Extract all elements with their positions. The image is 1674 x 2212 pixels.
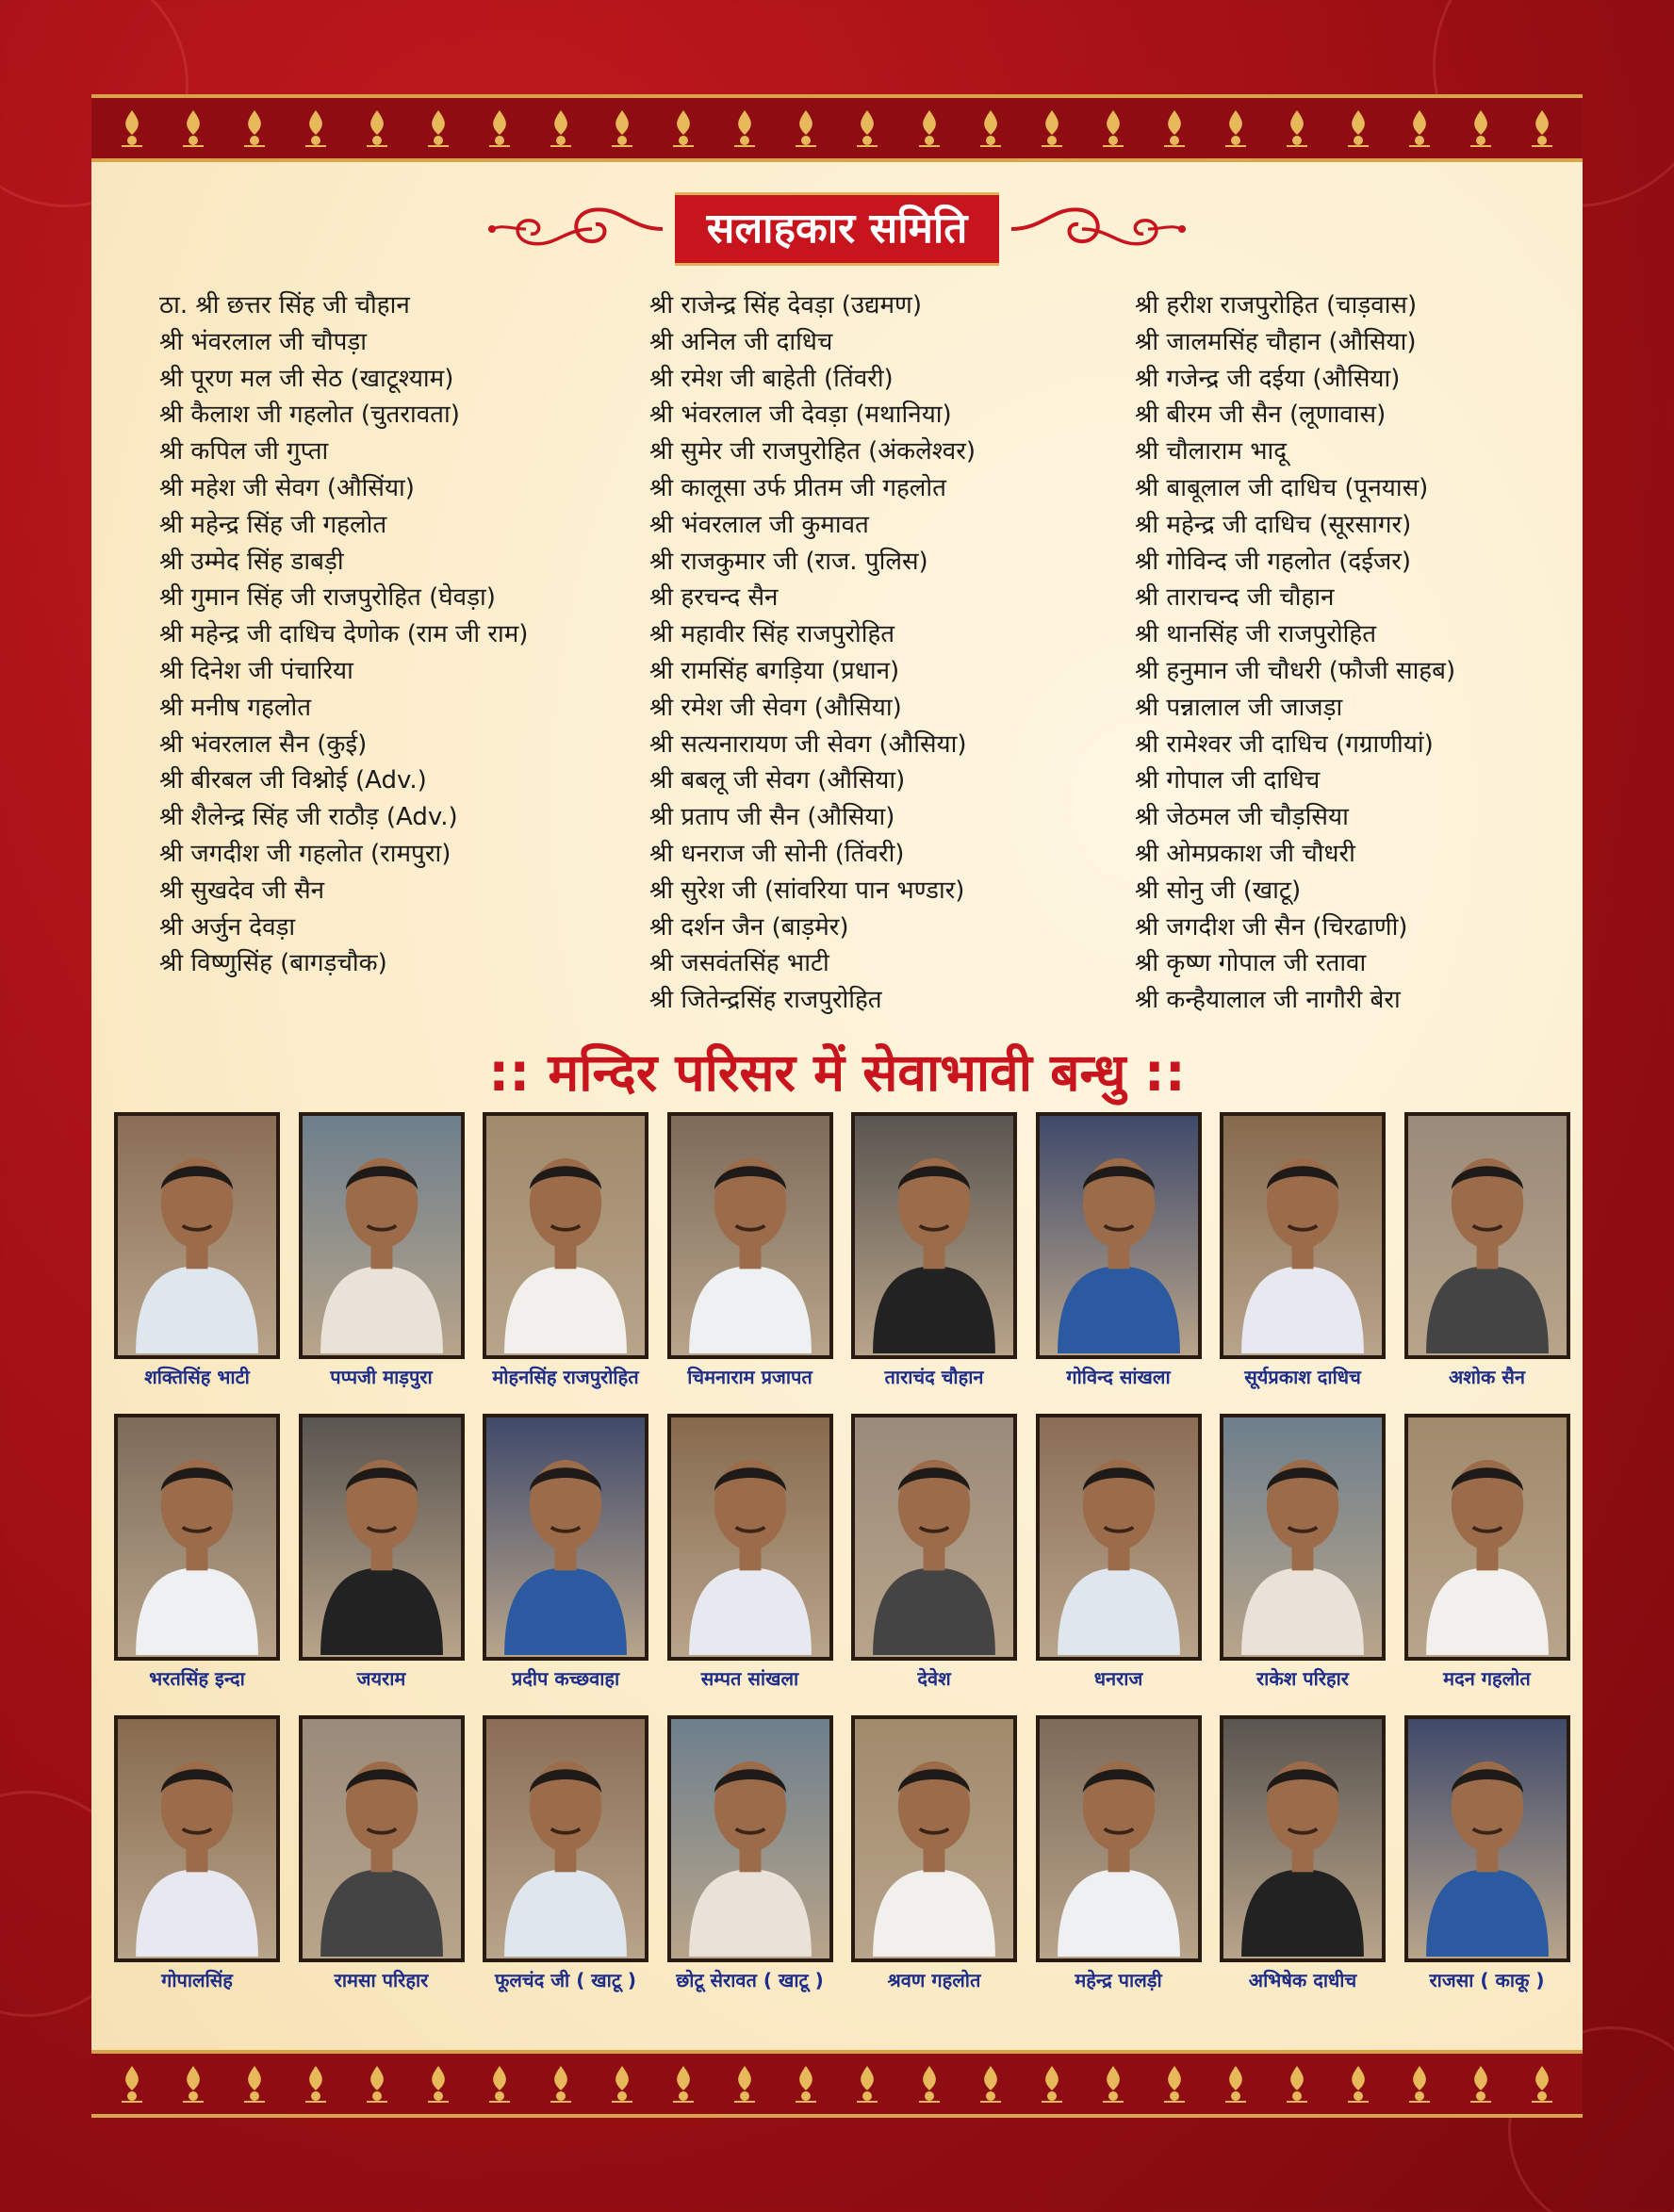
- advisory-member-name: श्री दर्शन जैन (बाड़मेर): [649, 912, 849, 942]
- advisory-member-name: श्री कालूसा उर्फ प्रीतम जी गहलोत: [649, 473, 946, 502]
- volunteer-card: [1404, 1414, 1570, 1693]
- ornament-motif-icon: [424, 2064, 452, 2104]
- volunteer-card: [483, 1715, 648, 1994]
- volunteer-name: सम्पत सांखला: [700, 1667, 799, 1690]
- advisory-member-name: श्री भंवरलाल सैन (कुई): [159, 729, 368, 759]
- person-silhouette-icon: [1223, 1417, 1382, 1657]
- title-banner: [91, 191, 1583, 267]
- volunteer-photo: [299, 1414, 465, 1661]
- advisory-member-name: श्री प्रताप जी सैन (औसिया): [649, 803, 895, 832]
- ornamental-border-top: [91, 94, 1583, 162]
- volunteer-photo: [1036, 1414, 1202, 1661]
- volunteer-photo: [483, 1414, 648, 1661]
- volunteer-photo: [1220, 1414, 1386, 1661]
- ornament-motif-icon: [363, 108, 391, 148]
- ornament-motif-icon: [1160, 108, 1189, 148]
- advisory-member-name: श्री बबलू जी सेवग (औसिया): [649, 766, 906, 795]
- volunteer-photo: [667, 1414, 833, 1661]
- person-silhouette-icon: [118, 1719, 276, 1958]
- ornament-motif-icon: [1099, 2064, 1127, 2104]
- advisory-member-name: श्री थानसिंह जी राजपुरोहित: [1135, 620, 1377, 649]
- volunteer-photo: [667, 1112, 833, 1359]
- ornament-motif-icon: [547, 2064, 575, 2104]
- volunteer-name: देवेश: [917, 1667, 951, 1690]
- advisory-member-name: श्री कन्हैयालाल जी नागौरी बेरा: [1135, 986, 1401, 1015]
- advisory-member-name: श्री उम्मेद सिंह डाबड़ी: [159, 547, 344, 576]
- left-flourish-icon: [488, 196, 667, 262]
- ornament-motif-icon: [1344, 108, 1372, 148]
- person-silhouette-icon: [1408, 1417, 1567, 1657]
- advisory-member-name: श्री हरचन्द सैन: [649, 583, 779, 613]
- advisory-member-name: श्री गोविन्द जी गहलोत (दईजर): [1135, 547, 1412, 576]
- volunteer-card: [483, 1414, 648, 1693]
- volunteer-name: पप्पजी माड़पुरा: [330, 1366, 433, 1388]
- volunteer-name: गोविन्द सांखला: [1066, 1366, 1171, 1388]
- advisory-member-name: श्री बाबूलाल जी दाधिच (पूनयास): [1135, 473, 1429, 502]
- page-title: सलाहकार समिति: [675, 192, 1000, 266]
- ornamental-border-bottom: [91, 2050, 1583, 2118]
- ornament-motif-icon: [179, 2064, 207, 2104]
- volunteer-name: प्रदीप कच्छवाहा: [511, 1667, 620, 1690]
- advisory-member-name: श्री अनिल जी दाधिच: [649, 327, 833, 356]
- ornament-motif-icon: [1038, 2064, 1066, 2104]
- volunteer-photo: [114, 1112, 280, 1359]
- volunteer-card: [1220, 1715, 1386, 1994]
- volunteer-card: [1220, 1112, 1386, 1391]
- ornament-motif-icon: [118, 108, 146, 148]
- ornament-motif-icon: [915, 2064, 944, 2104]
- volunteer-card: [114, 1414, 280, 1693]
- advisory-member-name: श्री रामसिंह बगड़िया (प्रधान): [649, 656, 900, 685]
- ornament-motif-icon: [1467, 108, 1495, 148]
- advisory-member-name: श्री गजेन्द्र जी दईया (औसिया): [1135, 364, 1401, 393]
- ornament-motif-icon: [1099, 108, 1127, 148]
- advisory-member-name: श्री दिनेश जी पंचारिया: [159, 656, 353, 685]
- volunteer-card: [1404, 1112, 1570, 1391]
- ornament-motif-icon: [1283, 2064, 1311, 2104]
- ornament-motif-icon: [730, 2064, 759, 2104]
- ornament-motif-icon: [853, 2064, 881, 2104]
- volunteer-card: [114, 1112, 280, 1391]
- person-silhouette-icon: [118, 1417, 276, 1657]
- ornament-motif-icon: [485, 2064, 514, 2104]
- volunteer-card: [667, 1112, 833, 1391]
- person-silhouette-icon: [486, 1417, 645, 1657]
- advisory-member-name: श्री पूरण मल जी सेठ (खाटूश्याम): [159, 364, 454, 393]
- advisory-column-3: [1135, 287, 1455, 1019]
- ornament-motif-icon: [608, 2064, 636, 2104]
- volunteer-name: सूर्यप्रकाश दाधिच: [1244, 1366, 1361, 1388]
- volunteer-card: [851, 1112, 1017, 1391]
- ornament-motif-icon: [547, 108, 575, 148]
- person-silhouette-icon: [1408, 1116, 1567, 1355]
- advisory-member-name: श्री गोपाल जी दाधिच: [1135, 766, 1321, 795]
- advisory-member-name: श्री गुमान सिंह जी राजपुरोहित (घेवड़ा): [159, 583, 496, 613]
- volunteer-name: महेन्द्र पालड़ी: [1075, 1969, 1162, 1991]
- volunteer-card: [1036, 1112, 1202, 1391]
- ornament-motif-icon: [118, 2064, 146, 2104]
- volunteer-card: [667, 1414, 833, 1693]
- content-panel: [91, 94, 1583, 2118]
- volunteer-card: [851, 1414, 1017, 1693]
- volunteer-card: [299, 1414, 465, 1693]
- advisory-member-name: श्री महावीर सिंह राजपुरोहित: [649, 620, 895, 649]
- advisory-member-name: श्री रमेश जी बाहेती (तिंवरी): [649, 364, 894, 393]
- person-silhouette-icon: [303, 1719, 461, 1958]
- advisory-member-name: श्री जगदीश जी गहलोत (रामपुरा): [159, 839, 451, 868]
- ornament-motif-icon: [1405, 108, 1434, 148]
- volunteer-name: चिमनाराम प्रजापत: [687, 1366, 812, 1388]
- advisory-member-name: श्री चौलाराम भादू: [1135, 437, 1288, 467]
- volunteer-card: [1036, 1715, 1202, 1994]
- advisory-member-name: श्री सुमेर जी राजपुरोहित (अंकलेश्वर): [649, 437, 976, 467]
- advisory-member-name: श्री हरीश राजपुरोहित (चाड़वास): [1135, 291, 1418, 320]
- volunteer-photo: [114, 1715, 280, 1962]
- ornament-motif-icon: [302, 108, 330, 148]
- ornament-motif-icon: [669, 2064, 698, 2104]
- volunteer-photo: [1404, 1112, 1570, 1359]
- volunteer-photo: [1036, 1112, 1202, 1359]
- volunteer-card: [299, 1112, 465, 1391]
- volunteer-name: शक्तिसिंह भाटी: [144, 1366, 250, 1388]
- advisory-member-name: श्री बीरम जी सैन (लूणावास): [1135, 401, 1387, 430]
- volunteer-card: [299, 1715, 465, 1994]
- ornament-motif-icon: [730, 108, 759, 148]
- volunteer-card: [1036, 1414, 1202, 1693]
- ornament-motif-icon: [240, 2064, 269, 2104]
- advisory-member-name: श्री सुरेश जी (सांवरिया पान भण्डार): [649, 876, 965, 905]
- volunteer-photo: [667, 1715, 833, 1962]
- person-silhouette-icon: [486, 1719, 645, 1958]
- volunteer-photo: [1404, 1414, 1570, 1661]
- advisory-member-name: श्री शैलेन्द्र सिंह जी राठौड़ (Adv.): [159, 803, 458, 832]
- volunteer-name: धनराज: [1093, 1667, 1143, 1690]
- volunteer-photo: [483, 1112, 648, 1359]
- advisory-member-name: श्री ओमप्रकाश जी चौधरी: [1135, 839, 1355, 868]
- volunteer-photo: [851, 1715, 1017, 1962]
- person-silhouette-icon: [486, 1116, 645, 1355]
- advisory-member-name: श्री पन्नालाल जी जाजड़ा: [1135, 693, 1343, 722]
- volunteer-name: ताराचंद चौहान: [884, 1366, 984, 1388]
- person-silhouette-icon: [303, 1116, 461, 1355]
- person-silhouette-icon: [671, 1417, 829, 1657]
- person-silhouette-icon: [1040, 1417, 1198, 1657]
- ornament-motif-icon: [792, 2064, 820, 2104]
- volunteers-heading: :: मन्दिर परिसर में सेवाभावी बन्धु ::: [488, 1042, 1186, 1103]
- advisory-member-name: श्री रमेश जी सेवग (औसिया): [649, 693, 902, 722]
- person-silhouette-icon: [1040, 1719, 1198, 1958]
- advisory-member-name: श्री सुखदेव जी सैन: [159, 876, 325, 905]
- volunteer-name: अभिषेक दाधीच: [1248, 1969, 1357, 1991]
- person-silhouette-icon: [1223, 1116, 1382, 1355]
- advisory-member-name: श्री अर्जुन देवड़ा: [159, 912, 296, 942]
- person-silhouette-icon: [671, 1719, 829, 1958]
- ornament-motif-icon: [1222, 108, 1250, 148]
- volunteer-photo: [1036, 1715, 1202, 1962]
- ornament-motif-icon: [363, 2064, 391, 2104]
- advisory-member-name: श्री रामेश्वर जी दाधिच (गग्राणीयां): [1135, 729, 1434, 759]
- advisory-member-name: श्री हनुमान जी चौधरी (फौजी साहब): [1135, 656, 1456, 685]
- advisory-member-name: श्री जेठमल जी चौड़सिया: [1135, 803, 1349, 832]
- volunteer-card: [1220, 1414, 1386, 1693]
- advisory-member-name: श्री राजेन्द्र सिंह देवड़ा (उद्यमण): [649, 291, 922, 320]
- volunteer-photo: [851, 1414, 1017, 1661]
- ornament-motif-icon: [1405, 2064, 1434, 2104]
- advisory-member-name: ठा. श्री छत्तर सिंह जी चौहान: [159, 291, 410, 320]
- volunteer-photo: [851, 1112, 1017, 1359]
- volunteer-name: मोहनसिंह राजपुरोहित: [492, 1366, 639, 1388]
- ornament-motif-icon: [1528, 108, 1556, 148]
- advisory-member-name: श्री धनराज जी सोनी (तिंवरी): [649, 839, 905, 868]
- volunteer-photo: [299, 1715, 465, 1962]
- person-silhouette-icon: [671, 1116, 829, 1355]
- advisory-member-name: श्री सोनु जी (खाटू): [1135, 876, 1302, 905]
- advisory-member-name: श्री कपिल जी गुप्ता: [159, 437, 329, 467]
- volunteer-photo: [1220, 1715, 1386, 1962]
- advisory-member-name: श्री जितेन्द्रसिंह राजपुरोहित: [649, 986, 882, 1015]
- advisory-member-name: श्री मनीष गहलोत: [159, 693, 312, 722]
- volunteer-name: अशोक सैन: [1448, 1366, 1525, 1388]
- ornament-motif-icon: [976, 2064, 1005, 2104]
- ornament-motif-icon: [1528, 2064, 1556, 2104]
- ornament-motif-icon: [669, 108, 698, 148]
- volunteer-name: श्रवण गहलोत: [887, 1969, 981, 1991]
- ornament-motif-icon: [915, 108, 944, 148]
- advisory-member-name: श्री भंवरलाल जी चौपड़ा: [159, 327, 367, 356]
- volunteer-photo: [483, 1715, 648, 1962]
- ornament-motif-icon: [1283, 108, 1311, 148]
- ornament-motif-icon: [424, 108, 452, 148]
- ornament-motif-icon: [1467, 2064, 1495, 2104]
- right-flourish-icon: [1007, 196, 1186, 262]
- ornament-motif-icon: [1222, 2064, 1250, 2104]
- volunteer-name: भरतसिंह इन्दा: [149, 1667, 245, 1690]
- advisory-column-2: [649, 287, 976, 1019]
- advisory-member-name: श्री कृष्ण गोपाल जी रतावा: [1135, 949, 1367, 978]
- advisory-member-name: श्री सत्यनारायण जी सेवग (औसिया): [649, 729, 967, 759]
- volunteer-card: [483, 1112, 648, 1391]
- advisory-member-name: श्री जगदीश जी सैन (चिरढाणी): [1135, 912, 1408, 942]
- ornament-motif-icon: [608, 108, 636, 148]
- advisory-member-name: श्री ताराचन्द जी चौहान: [1135, 583, 1335, 613]
- ornament-motif-icon: [240, 108, 269, 148]
- volunteer-name: राजसा ( काकू ): [1429, 1969, 1545, 1991]
- person-silhouette-icon: [855, 1719, 1013, 1958]
- person-silhouette-icon: [1223, 1719, 1382, 1958]
- advisory-member-name: श्री महेन्द्र जी दाधिच (सूरसागर): [1135, 510, 1412, 539]
- volunteer-photo: [114, 1414, 280, 1661]
- ornament-motif-icon: [1160, 2064, 1189, 2104]
- advisory-member-name: श्री महेन्द्र जी दाधिच देणोक (राम जी राम): [159, 620, 529, 649]
- volunteer-card: [114, 1715, 280, 1994]
- ornament-motif-icon: [792, 108, 820, 148]
- volunteer-card: [1404, 1715, 1570, 1994]
- person-silhouette-icon: [1408, 1719, 1567, 1958]
- volunteer-name: मदन गहलोत: [1443, 1667, 1531, 1690]
- person-silhouette-icon: [118, 1116, 276, 1355]
- advisory-member-name: श्री भंवरलाल जी देवड़ा (मथानिया): [649, 401, 952, 430]
- advisory-member-name: श्री जालमसिंह चौहान (औसिया): [1135, 327, 1417, 356]
- advisory-member-name: श्री विष्णुसिंह (बागड़चौक): [159, 949, 387, 978]
- advisory-member-name: श्री भंवरलाल जी कुमावत: [649, 510, 869, 539]
- advisory-member-name: श्री राजकुमार जी (राज. पुलिस): [649, 547, 928, 576]
- ornament-motif-icon: [853, 108, 881, 148]
- volunteer-name: छोटू सेरावत ( खाटू ): [676, 1969, 824, 1991]
- person-silhouette-icon: [855, 1116, 1013, 1355]
- advisory-member-name: श्री बीरबल जी विश्नोई (Adv.): [159, 766, 427, 795]
- person-silhouette-icon: [303, 1417, 461, 1657]
- volunteer-name: गोपालसिंह: [161, 1969, 233, 1991]
- volunteer-card: [667, 1715, 833, 1994]
- ornament-motif-icon: [976, 108, 1005, 148]
- ornament-motif-icon: [179, 108, 207, 148]
- person-silhouette-icon: [855, 1417, 1013, 1657]
- volunteer-photo: [299, 1112, 465, 1359]
- ornament-motif-icon: [485, 108, 514, 148]
- advisory-member-name: श्री कैलाश जी गहलोत (चुतरावता): [159, 401, 460, 430]
- ornament-motif-icon: [1038, 108, 1066, 148]
- volunteer-name: जयराम: [356, 1667, 406, 1690]
- volunteer-photo: [1220, 1112, 1386, 1359]
- volunteer-photo: [1404, 1715, 1570, 1962]
- volunteer-name: फूलचंद जी ( खाटू ): [494, 1969, 637, 1991]
- volunteer-name: राकेश परिहार: [1256, 1667, 1349, 1690]
- advisory-member-name: श्री महेश जी सेवग (औसिंया): [159, 473, 415, 502]
- volunteer-name: रामसा परिहार: [334, 1969, 429, 1991]
- ornament-motif-icon: [1344, 2064, 1372, 2104]
- person-silhouette-icon: [1040, 1116, 1198, 1355]
- ornament-motif-icon: [302, 2064, 330, 2104]
- advisory-column-1: [159, 287, 528, 982]
- advisory-member-name: श्री जसवंतसिंह भाटी: [649, 949, 829, 978]
- advisory-member-name: श्री महेन्द्र सिंह जी गहलोत: [159, 510, 387, 539]
- volunteer-card: [851, 1715, 1017, 1994]
